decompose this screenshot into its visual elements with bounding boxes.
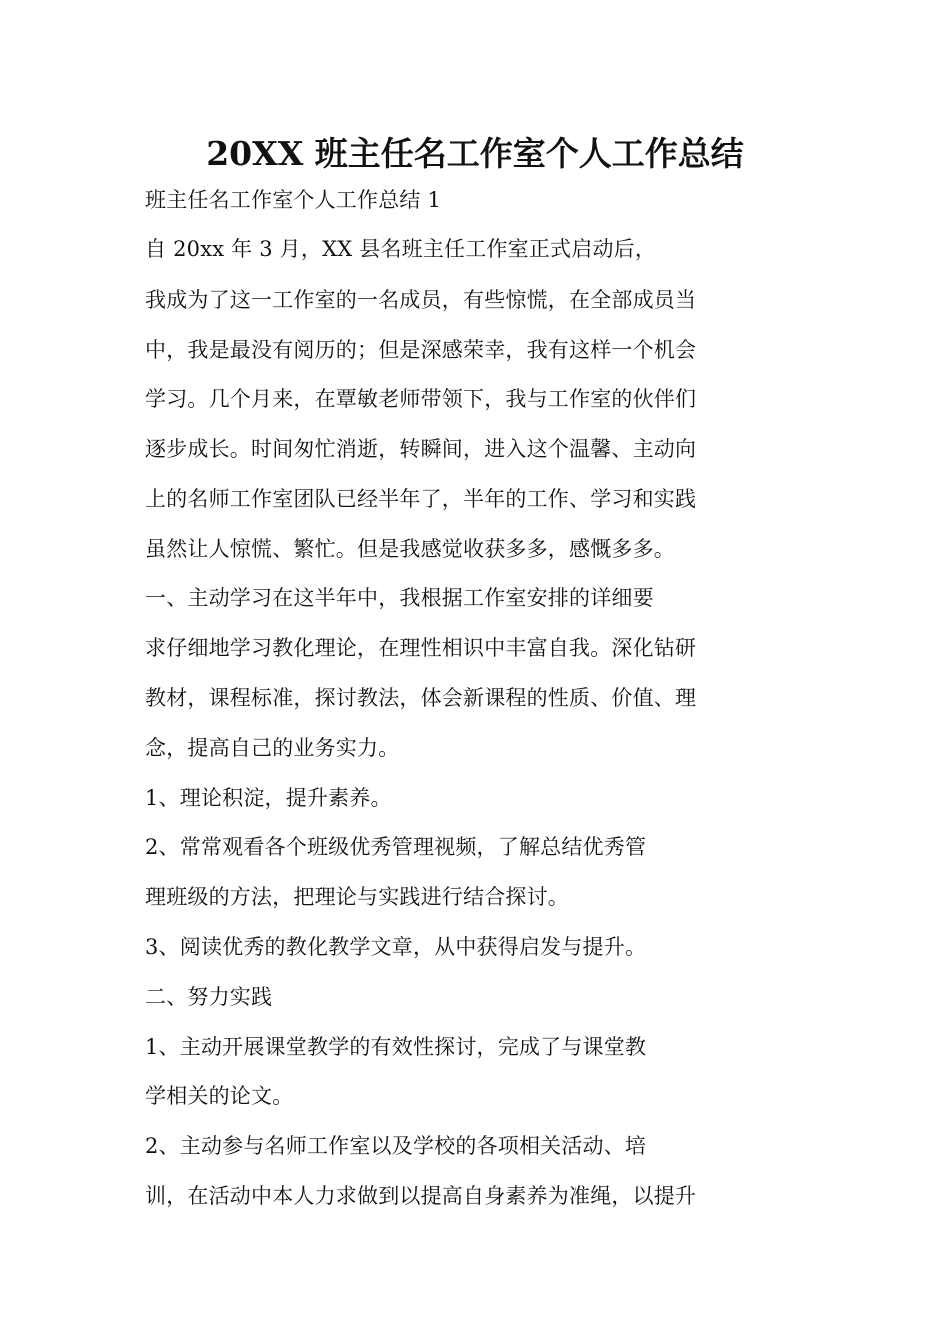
document-title: 20XX 班主任名工作室个人工作总结 — [206, 134, 744, 173]
paragraph-line: 念，提高自己的业务实力。 — [145, 736, 400, 760]
list-item-line: 2、常常观看各个班级优秀管理视频，了解总结优秀管 — [145, 835, 647, 859]
list-item-line: 1、主动开展课堂教学的有效性探讨，完成了与课堂教 — [145, 1035, 647, 1059]
paragraph-line: 逐步成长。时间匆忙消逝，转瞬间，进入这个温馨、主动向 — [145, 437, 697, 461]
list-item-line: 2、主动参与名师工作室以及学校的各项相关活动、培 — [145, 1134, 647, 1158]
paragraph-line: 学习。几个月来，在覃敏老师带领下，我与工作室的伙伴们 — [145, 387, 697, 411]
paragraph-line: 虽然让人惊慌、繁忙。但是我感觉收获多多，感慨多多。 — [145, 537, 675, 561]
subtitle-line: 班主任名工作室个人工作总结 1 — [145, 188, 442, 212]
paragraph-line: 训，在活动中本人力求做到以提高自身素养为准绳，以提升 — [145, 1184, 697, 1208]
paragraph-line: 教材，课程标准，探讨教法，体会新课程的性质、价值、理 — [145, 686, 697, 710]
paragraph-line: 自 20xx 年 3 月，XX 县名班主任工作室正式启动后， — [145, 237, 657, 261]
paragraph-line: 理班级的方法，把理论与实践进行结合探讨。 — [145, 885, 569, 909]
paragraph-line: 上的名师工作室团队已经半年了，半年的工作、学习和实践 — [145, 487, 697, 511]
paragraph-line: 中，我是最没有阅历的；但是深感荣幸，我有这样一个机会 — [145, 338, 697, 362]
section-heading-line: 一、主动学习在这半年中，我根据工作室安排的详细要 — [145, 586, 654, 610]
list-item-line: 1、理论积淀，提升素养。 — [145, 786, 392, 810]
list-item-line: 3、阅读优秀的教化教学文章，从中获得启发与提升。 — [145, 935, 647, 959]
section-heading-line: 二、努力实践 — [145, 985, 273, 1009]
paragraph-line: 学相关的论文。 — [145, 1084, 294, 1108]
paragraph-line: 我成为了这一工作室的一名成员，有些惊慌，在全部成员当 — [145, 288, 697, 312]
paragraph-line: 求仔细地学习教化理论，在理性相识中丰富自我。深化钻研 — [145, 636, 697, 660]
